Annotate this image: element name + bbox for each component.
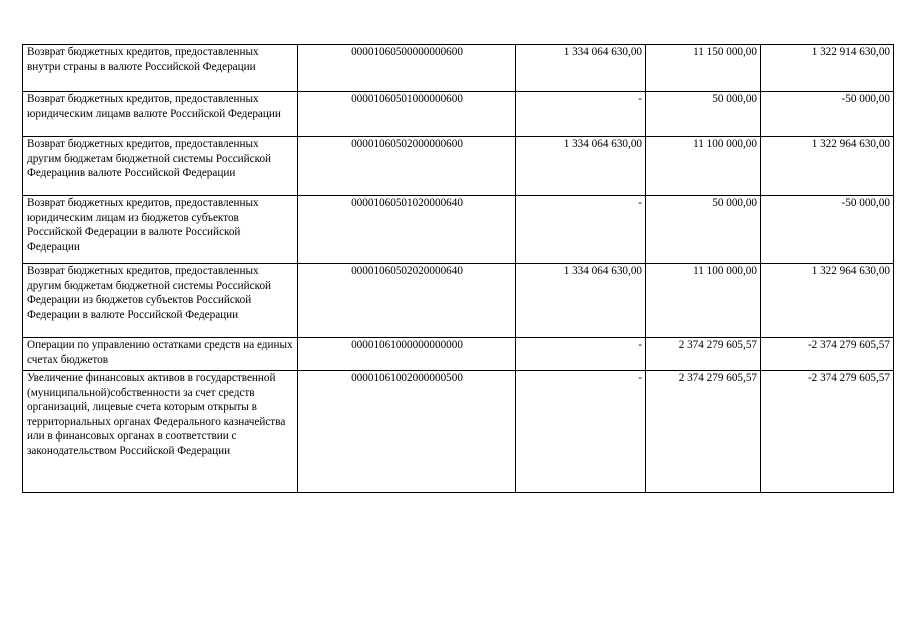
unexecuted-amount-cell: 1 322 914 630,00 [761,45,894,92]
table-row [23,137,894,196]
table-row [23,264,894,338]
row-name-cell: Увеличение финансовых активов в государственной (муниципальной)собственности за счет средств организаций, лицевые счета которым открыты в территориальных органах Федерального казначейства или в финансовых органах в соответствии с законодательством Российской Федерации [23,371,298,493]
budget-code-cell: 00001060500000000600 [298,45,516,92]
executed-amount-cell: 2 374 279 605,57 [646,371,761,493]
budget-code-cell: 00001061002000000500 [298,371,516,493]
row-name-cell: Операции по управлению остатками средств на единых счетах бюджетов [23,338,298,371]
approved-amount-cell: - [516,196,646,264]
executed-amount-cell: 50 000,00 [646,196,761,264]
row-name-cell: Возврат бюджетных кредитов, предоставленных внутри страны в валюте Российской Федерации [23,45,298,92]
unexecuted-amount-cell: 1 322 964 630,00 [761,137,894,196]
executed-amount-cell: 11 150 000,00 [646,45,761,92]
approved-amount-cell: - [516,92,646,137]
executed-amount-cell: 11 100 000,00 [646,137,761,196]
unexecuted-amount-cell: -2 374 279 605,57 [761,371,894,493]
approved-amount-cell: - [516,338,646,371]
approved-amount-cell: - [516,371,646,493]
executed-amount-cell: 50 000,00 [646,92,761,137]
row-name-cell: Возврат бюджетных кредитов, предоставленных юридическим лицамв валюте Российской Федерации [23,92,298,137]
row-name-cell: Возврат бюджетных кредитов, предоставленных другим бюджетам бюджетной системы Российской Федерации из бюджетов субъектов Российской Федерации в валюте Российской Федерации [23,264,298,338]
unexecuted-amount-cell: -50 000,00 [761,196,894,264]
table-row [23,92,894,137]
row-name-cell: Возврат бюджетных кредитов, предоставленных юридическим лицам из бюджетов субъектов Российской Федерации в валюте Российской Федерации [23,196,298,264]
budget-sources-table [22,44,894,493]
approved-amount-cell: 1 334 064 630,00 [516,137,646,196]
approved-amount-cell: 1 334 064 630,00 [516,45,646,92]
budget-code-cell: 00001060501020000640 [298,196,516,264]
unexecuted-amount-cell: -50 000,00 [761,92,894,137]
budget-code-cell: 00001060501000000600 [298,92,516,137]
unexecuted-amount-cell: -2 374 279 605,57 [761,338,894,371]
row-name-cell: Возврат бюджетных кредитов, предоставленных другим бюджетам бюджетной системы Российской Федерациив валюте Российской Федерации [23,137,298,196]
table-row [23,371,894,493]
approved-amount-cell: 1 334 064 630,00 [516,264,646,338]
budget-code-cell: 00001061000000000000 [298,338,516,371]
budget-code-cell: 00001060502000000600 [298,137,516,196]
executed-amount-cell: 11 100 000,00 [646,264,761,338]
table-row [23,338,894,371]
executed-amount-cell: 2 374 279 605,57 [646,338,761,371]
table-row [23,45,894,92]
table-row [23,196,894,264]
unexecuted-amount-cell: 1 322 964 630,00 [761,264,894,338]
budget-code-cell: 00001060502020000640 [298,264,516,338]
